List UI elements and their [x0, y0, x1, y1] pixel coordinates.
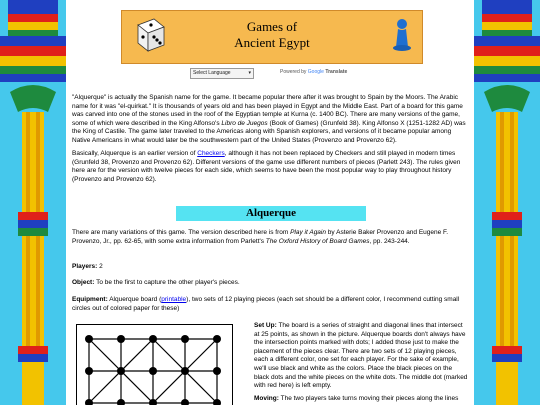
section-heading: Alquerque: [176, 206, 366, 221]
powered-prefix: Powered by: [280, 69, 307, 75]
setup-value: The board is a series of straight and diagonal lines that intersect at 25 points, as shown in the picture. Alquerque boards don't always have the intersection points marked with dots; I added those just to make the placement of the pieces clear. There are two sets of 12 playing pieces, each a different color, one set for each player. For the sake of example, we'll use black and white as the colors. Place the black pieces on the black dots and the white pieces on the white dots. The middle dot (marked with red here) is left empty.: [254, 322, 468, 390]
text-run: ), two sets of 12 playing pieces (each set should be a different color, I recommend cutting small circles out of colored paper for these): [72, 296, 460, 312]
column-left-decoration: [0, 0, 66, 405]
text-run: Alquerque board (: [107, 296, 162, 303]
language-select[interactable]: [190, 68, 254, 79]
intro-paragraph-1: [72, 94, 468, 146]
object-label: Object:: [72, 279, 95, 286]
main-content: [66, 0, 474, 405]
title-line-2: Ancient Egypt: [234, 35, 310, 50]
page-title: [202, 19, 342, 51]
text-run: "Alquerque" is actually the Spanish name for the game. It became popular there after it was brought to Spain by the Moors. The Arabic name for it was "el-quirkat." It is thousands of years old and has been played in Egypt and the Middle East. Part of a board for this game was carved into one of the stones used in the roof of the Egyptian temple at Kurna (c. 1400 BC). There are many versions of the game, some of which were described in the King Alfonso's: [72, 94, 463, 127]
text-run: , although it has not been replaced by Checkers and still played in modern times (Grunfeld 38, Provenzo and Provenzo 62). Different versions of the game use different numbers of pieces (Parlett 243). The rules given here are for the version with twelve pieces for each side, which seems to have been the most popular way to play throughout history (Provenzo and Provenzo 62).: [72, 150, 461, 183]
setup-paragraph: [254, 322, 468, 403]
text-run: (Book of Games) (Grunfeld 38). King Alfonso X (1251-1282 AD) was the King of Castile. The game later traveled to the Americas along with Spanish explorers, and versions of it became popular among Native Americans in what would later be the southwestern part of the United States (Provenzo and Provenzo 62).: [72, 119, 466, 144]
book-title: Play it Again: [290, 229, 326, 236]
text-run: , pp. 243-244.: [369, 237, 410, 245]
column-right-decoration: [474, 0, 540, 405]
players-line: [72, 263, 468, 272]
moving-label: Moving:: [254, 394, 279, 402]
equipment-line: [72, 296, 468, 313]
text-run: Basically, Alquerque is an earlier version of: [72, 150, 198, 157]
text-run: There are many variations of this game. The version described here is from: [72, 229, 291, 236]
google-translate-widget: [190, 68, 390, 82]
checkers-link[interactable]: Checkers: [197, 150, 225, 157]
players-label: Players:: [72, 263, 98, 270]
moving-value: The two players take turns moving their pieces along the lines: [278, 394, 459, 402]
die-icon: [134, 17, 166, 53]
intro-paragraph-2: [72, 150, 468, 184]
site-banner: [121, 10, 423, 64]
object-line: [72, 279, 468, 288]
text-run: by Asterie Baker Provenzo and Eugene F. Provenzo, Jr., pp. 62-65, with some extra information from Parlett's: [72, 229, 449, 245]
players-value: 2: [97, 263, 103, 270]
rules-source-paragraph: [72, 229, 468, 246]
book-title: Libro de Juegos: [221, 119, 268, 127]
language-select-value: Select Language: [193, 70, 231, 76]
powered-by-label: [280, 69, 347, 75]
printable-link[interactable]: printable: [161, 296, 187, 303]
object-value: To be the first to capture the other player's pieces.: [94, 279, 240, 286]
alquerque-board-image: [76, 324, 233, 405]
pawn-icon: [390, 17, 414, 55]
google-logo-text: Google: [307, 69, 324, 75]
chevron-down-icon: ▾: [248, 70, 251, 76]
translate-link[interactable]: Translate: [325, 69, 348, 75]
setup-label: Set Up:: [254, 322, 277, 329]
book-title: The Oxford History of Board Games: [265, 237, 370, 245]
equipment-label: Equipment:: [72, 296, 108, 303]
title-line-1: Games of: [246, 19, 298, 34]
